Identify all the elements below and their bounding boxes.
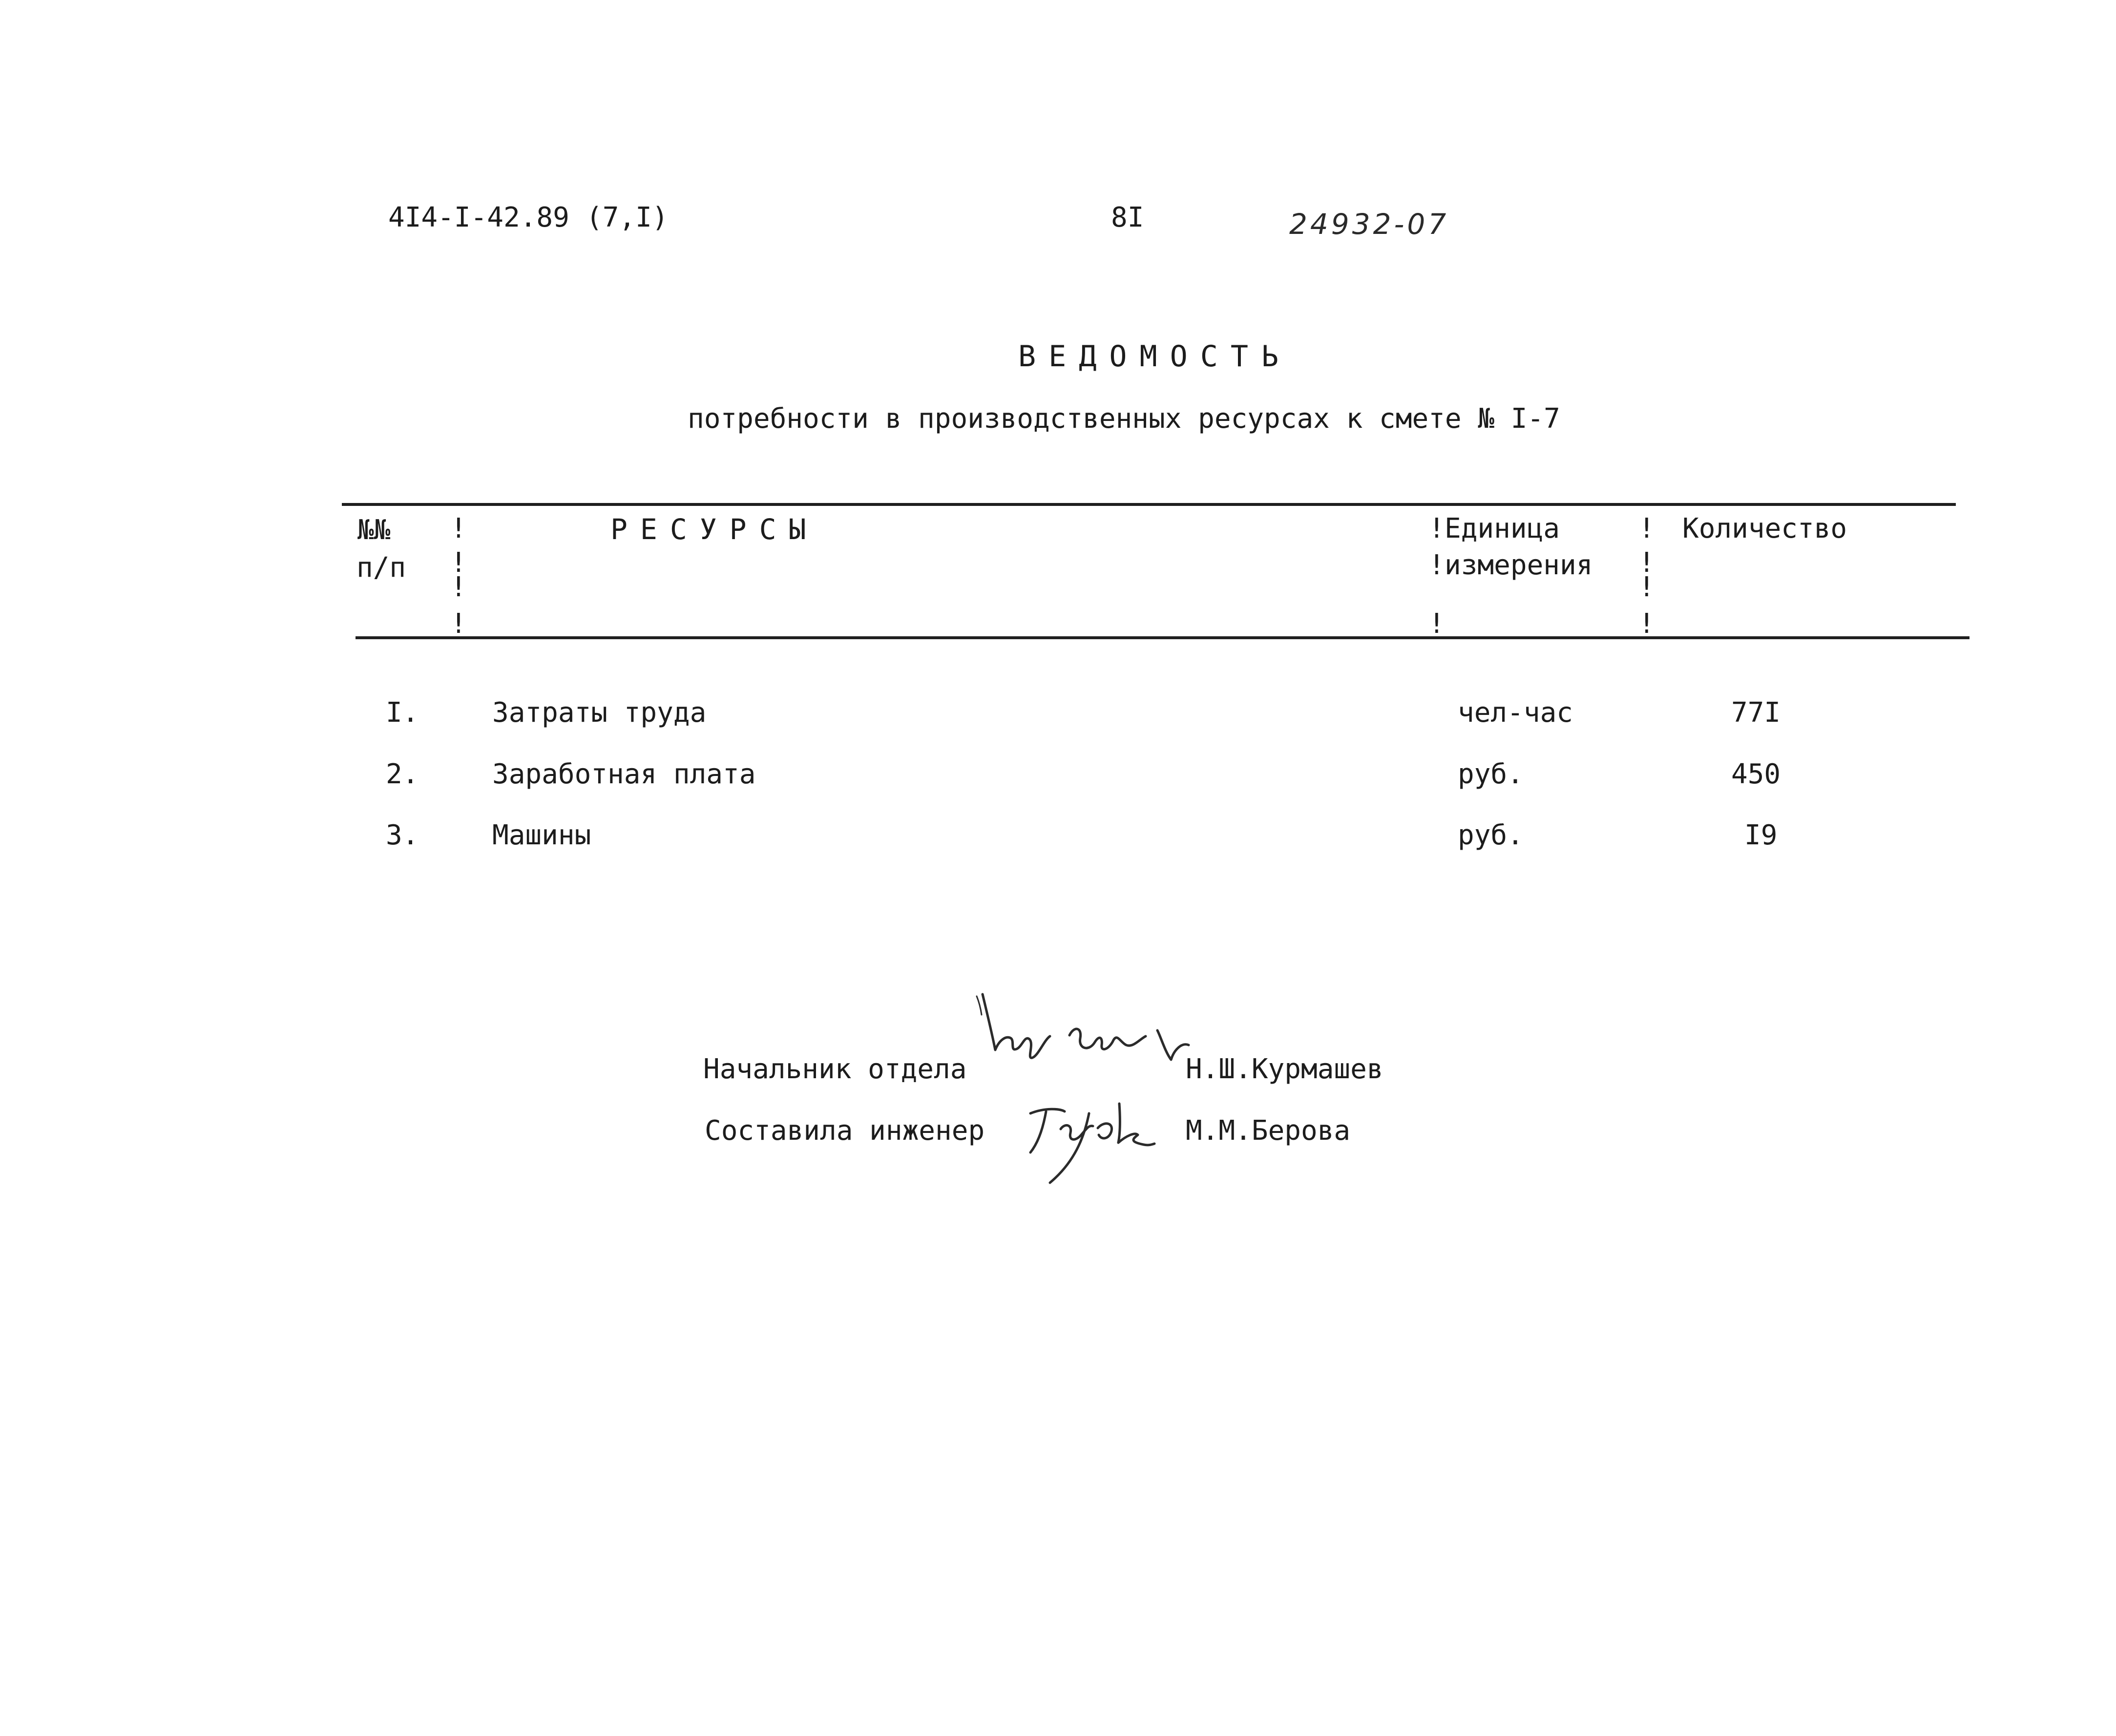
header-resources: РЕСУРСЫ (610, 513, 819, 546)
column-separator: ! (1638, 571, 1655, 603)
column-separator: ! (1638, 547, 1655, 579)
row-quantity: 77I (1731, 697, 1781, 729)
row-number: 2. (386, 758, 419, 790)
handwritten-signature-engineer (1016, 1094, 1157, 1187)
page-number: 8I (1111, 202, 1144, 233)
row-unit: чел-час (1458, 697, 1573, 729)
row-resource-name: Машины (492, 819, 591, 851)
header-quantity: Количество (1682, 513, 1847, 544)
row-number: I. (386, 697, 419, 729)
header-unit-line2: измерения (1445, 549, 1593, 581)
header-unit-line1: Единица (1445, 513, 1560, 544)
row-number: 3. (386, 819, 419, 851)
signatory-name-head: Н.Ш.Курмашев (1186, 1053, 1383, 1085)
row-unit: руб. (1458, 819, 1524, 851)
handwritten-signature-head (972, 991, 1226, 1104)
column-separator: ! (1428, 549, 1445, 581)
table-header-rule (356, 636, 1969, 639)
row-quantity: 450 (1731, 758, 1781, 790)
document-title: ВЕДОМОСТЬ (1018, 339, 1292, 374)
column-separator: ! (450, 513, 467, 544)
document-subtitle: потребности в производственных ресурсах к смете № I-7 (688, 403, 1560, 435)
column-separator: ! (450, 547, 467, 579)
row-resource-name: Заработная плата (492, 758, 756, 790)
column-separator: ! (1638, 513, 1655, 544)
row-quantity: I9 (1744, 819, 1778, 851)
column-separator: ! (450, 608, 467, 640)
row-resource-name: Затраты труда (492, 697, 707, 729)
handwritten-code: 24932-07 (1289, 208, 1449, 241)
document-section: (7,I) (586, 202, 669, 233)
row-unit: руб. (1458, 758, 1524, 790)
signatory-name-engineer: М.М.Берова (1186, 1115, 1351, 1147)
signatory-role-engineer: Составила инженер (705, 1115, 985, 1147)
table-top-rule (342, 503, 1956, 506)
column-separator: ! (1428, 608, 1445, 640)
column-separator: ! (1638, 608, 1655, 640)
column-separator: ! (1428, 513, 1445, 544)
header-num-line2: п/п (356, 552, 406, 584)
header-num-line1: №№ (357, 514, 391, 546)
column-separator: ! (450, 571, 467, 603)
document-designation: 4I4-I-42.89 (388, 202, 569, 233)
signatory-role-head: Начальник отдела (703, 1053, 967, 1085)
